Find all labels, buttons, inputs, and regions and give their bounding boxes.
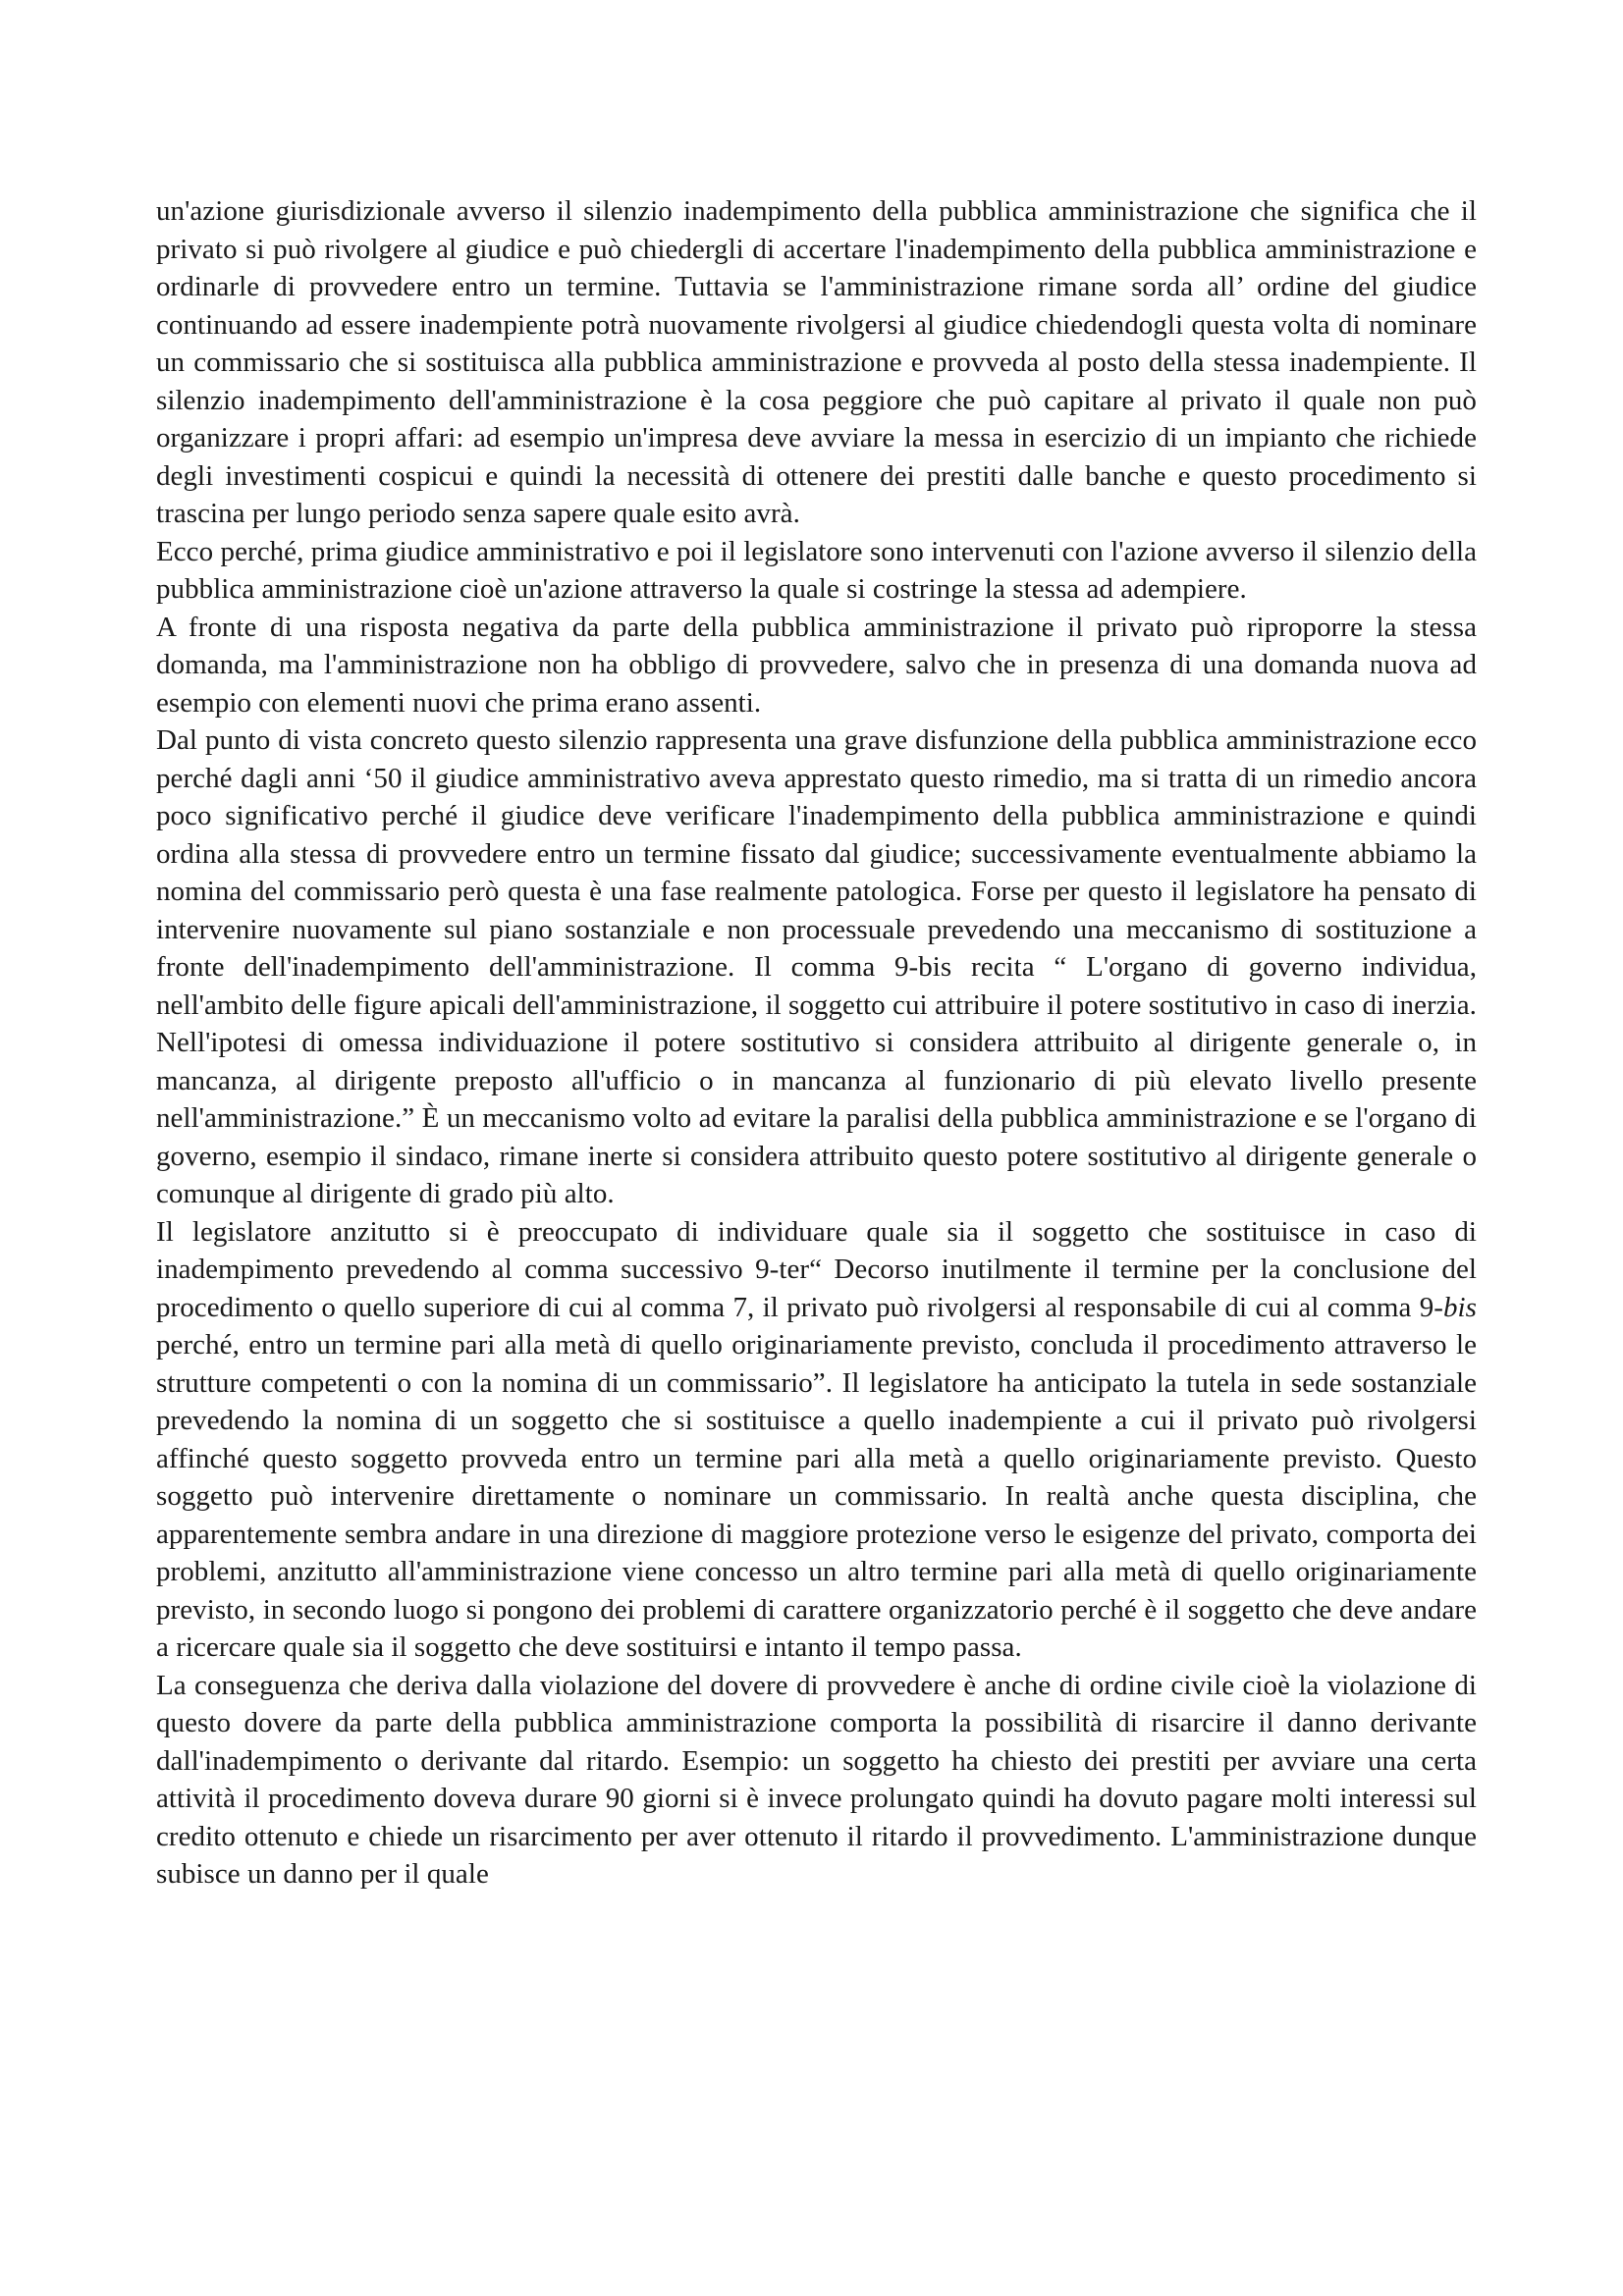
paragraph-3	[156, 609, 1477, 722]
paragraph-4-text: Dal punto di vista concreto questo silenzio rappresenta una grave disfunzione della pubblica amministrazione ecco perché dagli anni ‘50 il giudice amministrativo aveva apprestato questo rimedio, ma si tratta di un rimedio ancora poco significativo perché il giudice deve verificare l'inadempimento della pubblica amministrazione e quindi ordina alla stessa di provvedere entro un termine fissato dal giudice; successivamente eventualmente abbiamo la nomina del commissario però questa è una fase realmente patologica. Forse per questo il legislatore ha pensato di intervenire nuovamente sul piano sostanziale e non processuale prevedendo una meccanismo di sostituzione a fronte dell'inadempimento dell'amministrazione. Il comma 9-bis recita “ L'organo di governo individua, nell'ambito delle figure apicali dell'amministrazione, il soggetto cui attribuire il potere sostitutivo in caso di inerzia. Nell'ipotesi di omessa individuazione il potere sostitutivo si considera attribuito al dirigente generale o, in mancanza, al dirigente preposto all'ufficio o in mancanza al funzionario di più elevato livello presente nell'amministrazione.” È un meccanismo volto ad evitare la paralisi della pubblica amministrazione e se l'organo di governo, esempio il sindaco, rimane inerte si considera attribuito questo potere sostitutivo al dirigente generale o comunque al dirigente di grado più alto.	[156, 724, 1477, 1209]
paragraph-5-text-a: Il legislatore anzitutto si è preoccupato di individuare quale sia il soggetto che sostituisce in caso di inadempimento prevedendo al comma successivo 9-ter“ Decorso inutilmente il termine per la conclusione del procedimento o quello superiore di cui al comma 7, il privato può rivolgersi al responsabile di cui al comma 9-	[156, 1215, 1477, 1323]
paragraph-5-text-b: perché, entro un termine pari alla metà di quello originariamente previsto, concluda il procedimento attraverso le strutture competenti o con la nomina di un commissario”. Il legislatore ha anticipato la tutela in sede sostanziale prevedendo la nomina di un soggetto che si sostituisce a quello inadempiente a cui il privato può rivolgersi affinché questo soggetto provveda entro un termine pari alla metà a quello originariamente previsto. Questo soggetto può intervenire direttamente o nominare un commissario. In realtà anche questa disciplina, che apparentemente sembra andare in una direzione di maggiore protezione verso le esigenze del privato, comporta dei problemi, anzitutto all'amministrazione viene concesso un altro termine pari alla metà di quello originariamente previsto, in secondo luogo si pongono dei problemi di carattere organizzatorio perché è il soggetto che deve andare a ricercare quale sia il soggetto che deve sostituirsi e intanto il tempo passa.	[156, 1329, 1477, 1663]
paragraph-6-text: La conseguenza che deriva dalla violazione del dovere di provvedere è anche di ordine civile cioè la violazione di questo dovere da parte della pubblica amministrazione comporta la possibilità di risarcire il danno derivante dall'inadempimento o derivante dal ritardo. Esempio: un soggetto ha chiesto dei prestiti per avviare una certa attività il procedimento doveva durare 90 giorni si è invece prolungato quindi ha dovuto pagare molti interessi sul credito ottenuto e chiede un risarcimento per aver ottenuto il ritardo il provvedimento. L'amministrazione dunque subisce un danno per il quale	[156, 1669, 1477, 1890]
paragraph-1	[156, 192, 1477, 533]
paragraph-5	[156, 1213, 1477, 1667]
paragraph-2-text: Ecco perché, prima giudice amministrativo e poi il legislatore sono intervenuti con l'azione avverso il silenzio della pubblica amministrazione cioè un'azione attraverso la quale si costringe la stessa ad adempiere.	[156, 535, 1477, 605]
paragraph-1-text: un'azione giurisdizionale avverso il silenzio inadempimento della pubblica amministrazione che significa che il privato si può rivolgere al giudice e può chiedergli di accertare l'inadempimento della pubblica amministrazione e ordinarle di provvedere entro un termine. Tuttavia se l'amministrazione rimane sorda all’ ordine del giudice continuando ad essere inadempiente potrà nuovamente rivolgersi al giudice chiedendogli questa volta di nominare un commissario che si sostituisca alla pubblica amministrazione e provveda al posto della stessa inadempiente. Il silenzio inadempimento dell'amministrazione è la cosa peggiore che può capitare al privato il quale non può organizzare i propri affari: ad esempio un'impresa deve avviare la messa in esercizio di un impianto che richiede degli investimenti cospicui e quindi la necessità di ottenere dei prestiti dalle banche e questo procedimento si trascina per lungo periodo senza sapere quale esito avrà.	[156, 195, 1477, 529]
paragraph-4	[156, 721, 1477, 1213]
paragraph-6	[156, 1667, 1477, 1894]
paragraph-2	[156, 533, 1477, 609]
document-body	[156, 192, 1477, 1894]
paragraph-3-text: A fronte di una risposta negativa da parte della pubblica amministrazione il privato può riproporre la stessa domanda, ma l'amministrazione non ha obbligo di provvedere, salvo che in presenza di una domanda nuova ad esempio con elementi nuovi che prima erano assenti.	[156, 611, 1477, 719]
paragraph-5-italic-bis: bis	[1443, 1291, 1477, 1323]
